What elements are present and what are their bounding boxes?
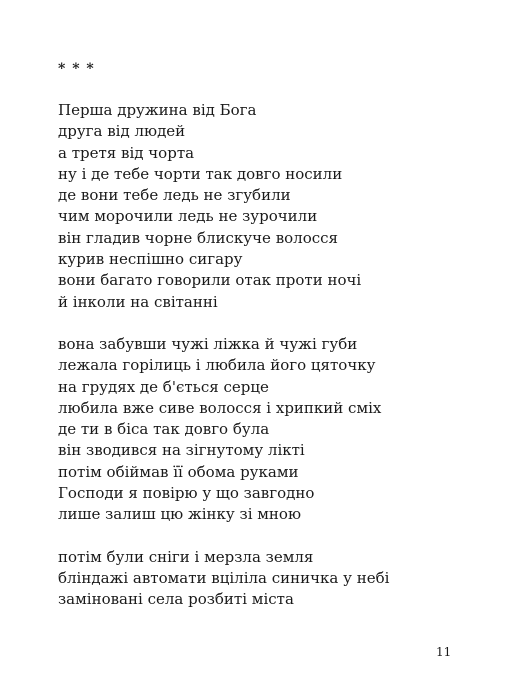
poem-line: любила вже сиве волосся і хрипкий сміх xyxy=(58,398,382,417)
poem-line: Перша дружина від Бога xyxy=(58,101,257,119)
poem-line: потім були сніги і мерзла земля xyxy=(58,547,314,566)
stanza-2 xyxy=(58,334,478,526)
poem-line: на грудях де б'ється серце xyxy=(58,377,269,396)
stanza-1 xyxy=(58,100,478,313)
poem-line: ну і де тебе чорти так довго носили xyxy=(58,164,343,183)
poem-line: лежала горілиць і любила його цяточку xyxy=(58,356,376,375)
poem-line: де вони тебе ледь не згубили xyxy=(58,186,291,205)
poem-line: бліндажі автомати вцілілa синичка у небі xyxy=(58,568,390,587)
section-separator: * * * xyxy=(58,61,95,77)
page-number: 11 xyxy=(436,645,452,659)
poem-line: Господи я повірю у що завгодно xyxy=(58,484,315,503)
poem-line: лише залиш цю жінку зі мною xyxy=(58,505,302,524)
poem-line: чим морочили ледь не зурочили xyxy=(58,207,318,226)
poem-line: де ти в біса так довго була xyxy=(58,420,270,439)
poem-line: вони багато говорили отак проти ночі xyxy=(58,271,362,290)
poem-line: друга від людей xyxy=(58,122,186,141)
poem-line: він зводився на зігнутому лікті xyxy=(58,441,305,460)
poem-line: заміновані села розбиті міста xyxy=(58,590,294,609)
poem-line: курив неспішно сигару xyxy=(58,250,243,269)
poem-line: й інколи на світанні xyxy=(58,292,218,311)
poem-line: а третя від чорта xyxy=(58,143,195,162)
poem-line: вона забувши чужі ліжка й чужі губи xyxy=(58,334,358,353)
poem-body xyxy=(58,100,478,632)
poem-line: потім обіймав її обома руками xyxy=(58,462,299,481)
poem-line: він гладив чорне блискуче волосся xyxy=(58,228,338,247)
stanza-3 xyxy=(58,547,478,611)
